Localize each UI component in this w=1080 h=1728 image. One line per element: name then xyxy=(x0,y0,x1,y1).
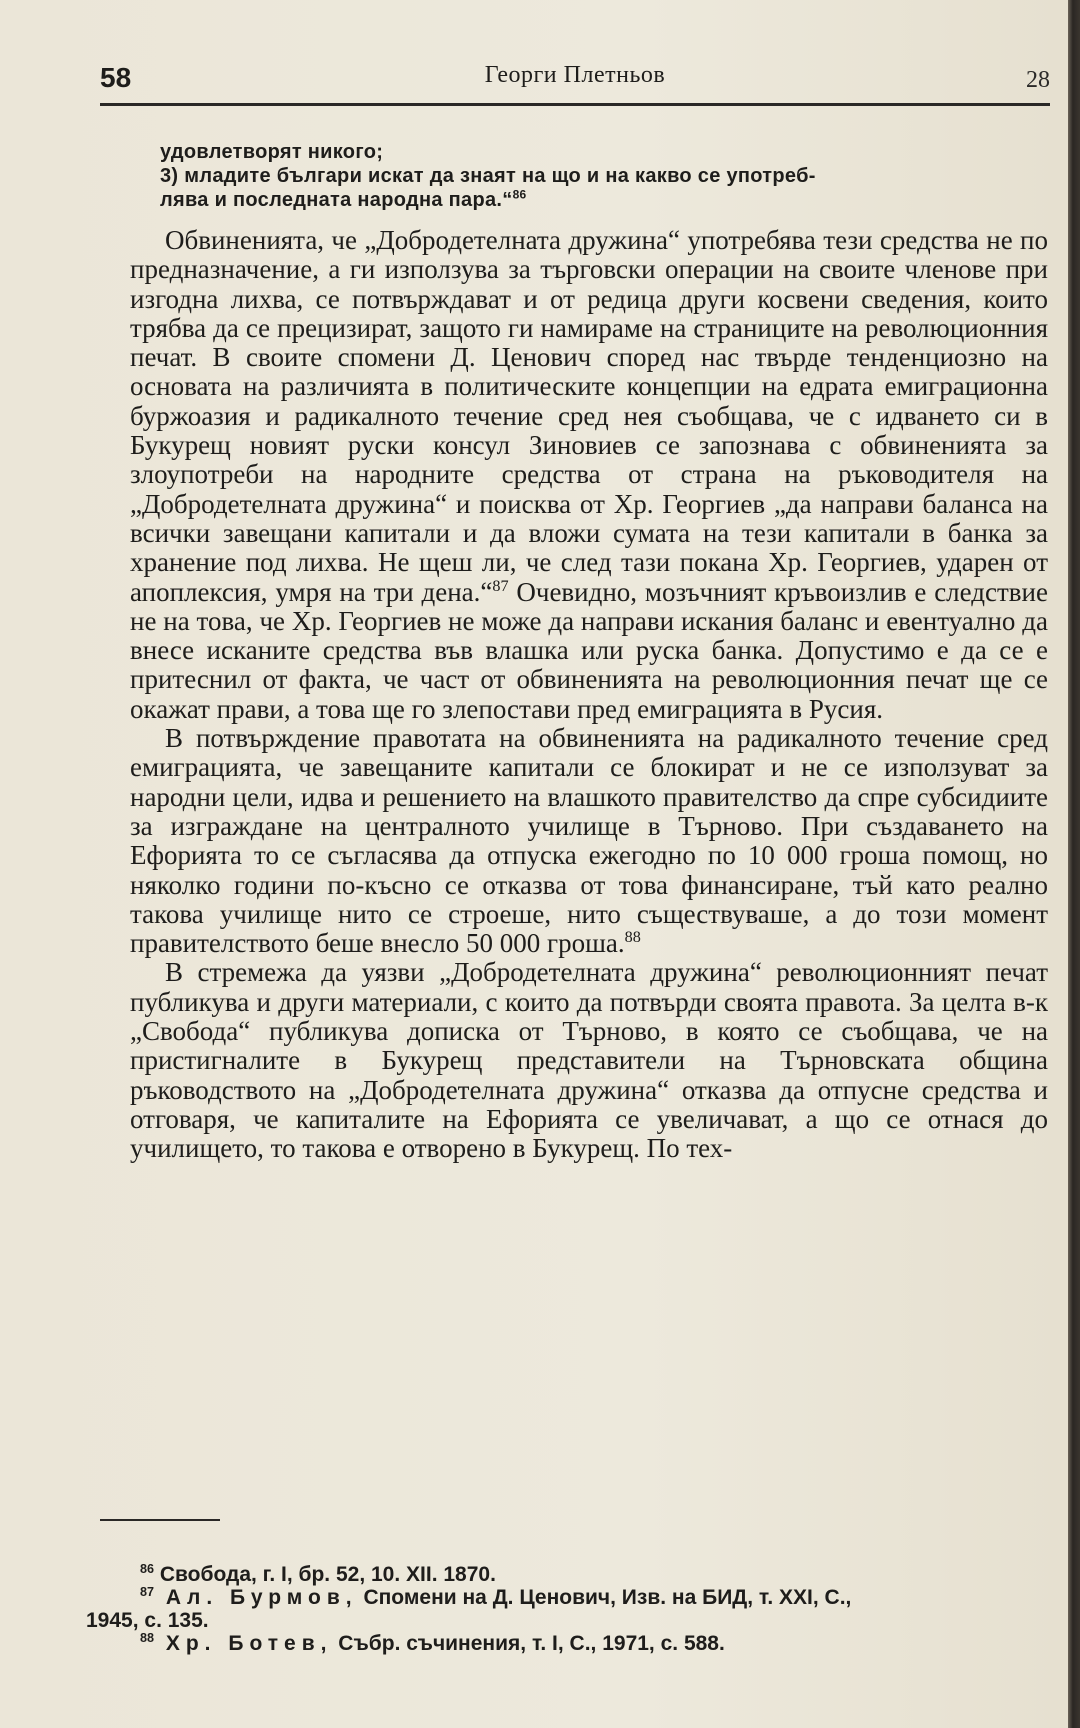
paragraph-text: В потвърждение правотата на обвиненията на радикалното течение сред емиграцията, че завещаните капитали се блокират и не се използуват за народни цели, идва и решението на влашкото правителство да спре субсидиите за изграждане на централното училище в Търново. При създаването на Ефорията то се съгласява да отпуска ежегодно по 10 000 гроша помощ, но няколко години по-късно се отказва от това финансиране, тъй като реално такова училище нито се строеше, нито съществуваше, а до този момент правителството беше внесло 50 000 гроша. xyxy=(130,723,1048,959)
block-quote xyxy=(160,140,1020,212)
footnote-ref: 87 xyxy=(492,576,509,595)
paragraph xyxy=(130,724,1048,958)
running-title: Георги Плетньов xyxy=(484,62,666,88)
footnote-number: 88 xyxy=(140,1631,155,1645)
quote-text: лява и последната народна пара.“ xyxy=(160,189,513,211)
quote-line xyxy=(160,188,1020,212)
footnote-number: 86 xyxy=(140,1562,155,1576)
header-rule xyxy=(100,103,1050,106)
footnote-continuation: 1945, с. 135. xyxy=(86,1609,209,1632)
side-page-number: 28 xyxy=(1026,67,1050,93)
quote-line: удовлетворят никого; xyxy=(160,141,384,163)
footnote-number: 87 xyxy=(140,1585,155,1599)
footnote-text: Събр. съчинения, т. I, С., 1971, с. 588. xyxy=(332,1632,725,1655)
footnote-86 xyxy=(140,1563,1040,1586)
footnote-ref: 86 xyxy=(512,187,527,202)
footnote-author: Хр. Ботев, xyxy=(154,1632,333,1655)
page-number: 58 xyxy=(100,62,132,93)
footnote-ref: 88 xyxy=(624,928,641,947)
book-spine-edge xyxy=(1068,0,1080,1728)
footnote-author: Ал. Бурмов, xyxy=(154,1586,358,1609)
footnote-88 xyxy=(140,1632,1040,1655)
body-text xyxy=(130,226,1048,1164)
paragraph-text: Обвиненията, че „Добродетелната дружина“ употребява тези средства не по предназначение, а ги използува за търговски операции на своите членове при изгодна лихва, се потвърждават и от редица други косвени сведения, които трябва да се прецизират, защото ги намираме на страниците на революционния печат. В своите спомени Д. Ценович според нас твърде тенденциозно на основата на различията в политическите концепции на едрата емиграционна буржоазия и радикалното течение сред нея съобщава, че с идването си в Букурещ новият руски консул Зиновиев се запознава с обвиненията за злоупотреби на народните средства от страна на ръководителя на „Добродетелната дружина“ и поисква от Хр. Георгиев „да направи баланса на всички завещани капитали и да вложи сумата на тези капитали в банка за хранение под лихва. Не щеш ли, че след тази покана Хр. Георгиев, ударен от апоплексия, умря на три дена.“ xyxy=(130,225,1048,607)
footnotes xyxy=(86,1562,1040,1655)
footnote-text: Свобода, г. I, бр. 52, 10. XII. 1870. xyxy=(154,1563,496,1586)
paragraph-text: Очевидно, мозъчният кръвоизлив е следствие не на това, че Хр. Георгиев не може да направи искания баланс и евентуално да внесе исканите средства във влашка или руска банка. Допустимо е да се е притеснил от факта, че част от обвиненията на революционния печат ще се окажат прави, а това ще го злепостави пред емиграцията в Русия. xyxy=(130,576,1048,724)
page-header xyxy=(100,62,1050,96)
paragraph xyxy=(130,226,1048,724)
footnote-rule xyxy=(100,1519,220,1521)
paragraph: В стремежа да уязви „Добродетелната дружина“ революционният печат публикува и други материали, с които да потвърди своята правота. За целта в-к „Свобода“ публикува дописка от Търново, в която се съобщава, че на пристигналите в Букурещ представители на Търновската община ръководството на „Добродетелната дружина“ отказва да отпусне средства и отговаря, че капиталите на Ефорията се увеличават, а що се отнася до училището, то такова е отворено в Букурещ. По тех- xyxy=(130,957,1048,1164)
footnote-87 xyxy=(140,1586,1040,1609)
quote-line: 3) младите българи искат да знаят на що и на какво се употреб- xyxy=(160,165,816,187)
footnote-text: Спомени на Д. Ценович, Изв. на БИД, т. XXI, С., xyxy=(357,1586,852,1609)
